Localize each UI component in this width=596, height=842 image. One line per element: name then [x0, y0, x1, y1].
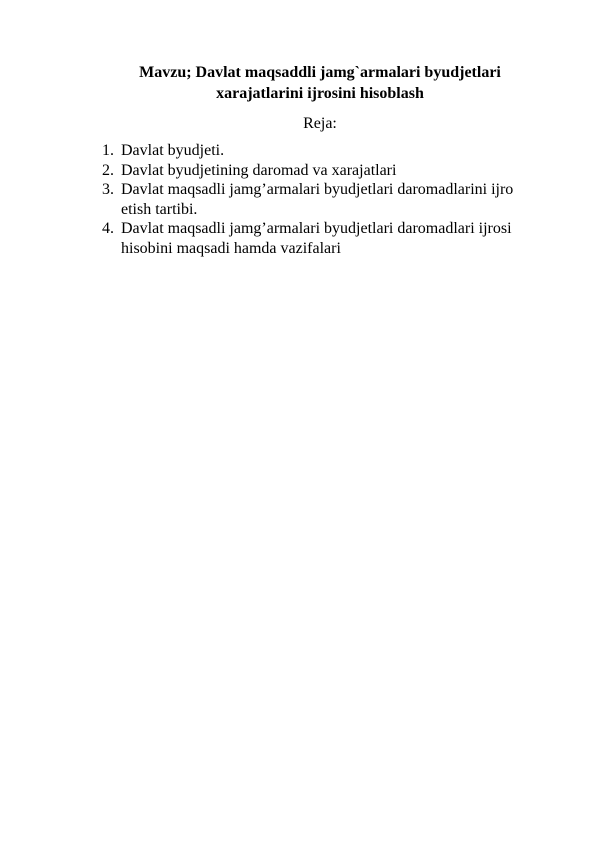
plan-item-number: 4. [102, 220, 114, 237]
document-title [95, 62, 545, 104]
plan-item-4 [102, 219, 552, 258]
plan-item-text: Davlat byudjeti. [121, 142, 225, 159]
plan-item-1 [102, 141, 552, 161]
plan-heading: Reja: [303, 115, 337, 132]
plan-list [102, 141, 552, 258]
plan-item-text: Davlat byudjetining daromad va xarajatlari [121, 161, 397, 179]
title-line-2: xarajatlarini ijrosini hisoblash [216, 85, 424, 102]
plan-item-text: Davlat maqsadli jamg’armalari byudjetlari daromadlari ijrosi hisobini maqsadi hamda vazifalari [121, 220, 512, 257]
plan-item-text: Davlat maqsadli jamg’armalari byudjetlari daromadlarini ijro etish tartibi. [121, 181, 514, 218]
plan-item-2 [102, 161, 552, 181]
title-line-1: Mavzu; Davlat maqsaddli jamg`armalari byudjetlari [139, 64, 501, 81]
plan-item-number: 3. [102, 181, 114, 198]
plan-item-number: 2. [102, 161, 114, 179]
plan-item-3 [102, 180, 552, 219]
plan-item-number: 1. [102, 142, 114, 159]
